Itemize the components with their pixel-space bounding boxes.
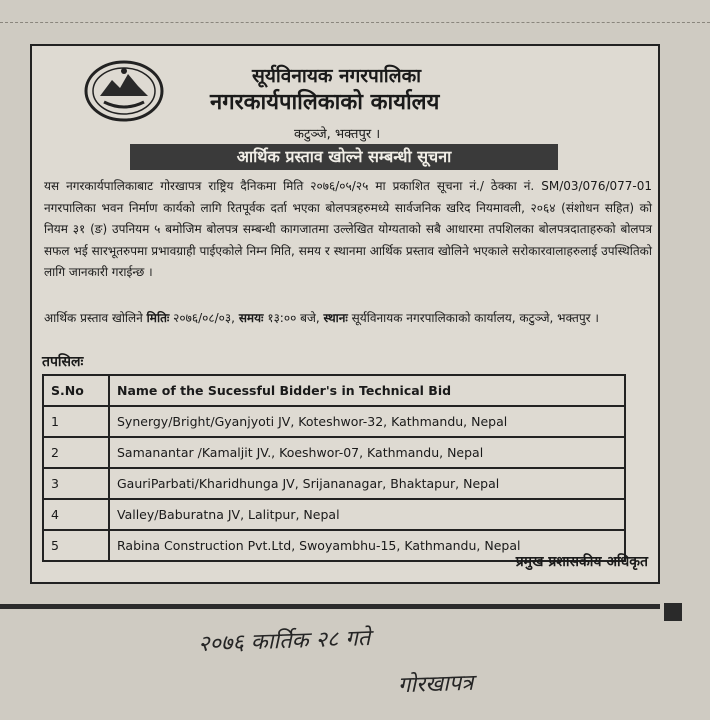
place-label: स्थानः [323, 311, 348, 325]
address: कटुञ्जे, भक्तपुर । [294, 127, 381, 142]
org-name: सूर्यविनायक नगरपालिका [252, 65, 422, 87]
column-header-sno: S.No [43, 375, 109, 406]
handwritten-source: गोरखापत्र [397, 670, 474, 699]
row-bidder: Rabina Construction Pvt.Ltd, Swoyambhu-15, Kathmandu, Nepal [109, 530, 625, 561]
opening-prefix: आर्थिक प्रस्ताव खोलिने [44, 311, 143, 325]
row-bidder: GauriParbati/Kharidhunga JV, Srijananagar, Bhaktapur, Nepal [109, 468, 625, 499]
notice-body: यस नगरकार्यपालिकाबाट गोरखापत्र राष्ट्रिय दैनिकमा मिति २०७६/०५/२५ मा प्रकाशित सूचना नं./ ठेक्का नं. SM/03/076/077-01 नगरपालिका भवन निर्माण कार्यको लागि रितपूर्वक दर्ता भएका बोलपत्रहरुमध्ये सार्वजनिक खरिद नियमावली, २०६४ (संशोधन सहित) को नियम ३१ (ङ) उपनियम ५ बमोजिम बोलपत्र सम्बन्धी कागजातमा उल्लेखित योग्यताको सबै आधारमा तपशिलका बोलपत्रदाताहरुको बोलपत्र सफल भई सारभूतरुपमा प्रभावग्राही पाईएकोले निम्न मिति, समय र स्थानमा आर्थिक प्रस्ताव खोलिने भएकाले सरोकारवालाहरुलाई उपस्थितिको लागि जानकारी गराईन्छ । [44, 179, 652, 279]
bottom-rule [0, 604, 660, 609]
table-row [43, 437, 625, 468]
notice-title: आर्थिक प्रस्ताव खोल्ने सम्बन्धी सूचना [130, 144, 558, 170]
table-row [43, 499, 625, 530]
time-label: समयः [238, 311, 264, 325]
bidders-table [42, 374, 626, 562]
place-value: सूर्यविनायक नगरपालिकाको कार्यालय, कटुञ्जे, भक्तपुर । [351, 311, 599, 325]
date-value: २०७६/०८/०३, [173, 311, 235, 325]
signature-title: प्रमुख प्रशासकीय अधिकृत [515, 554, 648, 570]
time-value: १३:०० बजे, [267, 311, 320, 325]
paper-fold-line [0, 22, 710, 23]
schedule-label: तपसिलः [42, 354, 84, 370]
notice-box [30, 44, 660, 584]
row-sno: 3 [43, 468, 109, 499]
row-bidder: Samanantar /Kamaljit JV., Koeshwor-07, Kathmandu, Nepal [109, 437, 625, 468]
row-sno: 4 [43, 499, 109, 530]
column-header-bidder: Name of the Sucessful Bidder's in Technical Bid [109, 375, 625, 406]
handwritten-date: २०७६ कार्तिक २८ गते [197, 626, 371, 657]
print-mark [664, 603, 682, 621]
row-sno: 1 [43, 406, 109, 437]
office-name: नगरकार्यपालिकाको कार्यालय [210, 90, 440, 115]
municipality-emblem-icon [82, 58, 166, 124]
date-label: मितिः [146, 311, 170, 325]
row-sno: 5 [43, 530, 109, 561]
opening-details [44, 308, 652, 330]
table-row [43, 406, 625, 437]
row-bidder: Synergy/Bright/Gyanjyoti JV, Koteshwor-32, Kathmandu, Nepal [109, 406, 625, 437]
row-sno: 2 [43, 437, 109, 468]
table-row [43, 468, 625, 499]
table-header-row [43, 375, 625, 406]
row-bidder: Valley/Baburatna JV, Lalitpur, Nepal [109, 499, 625, 530]
